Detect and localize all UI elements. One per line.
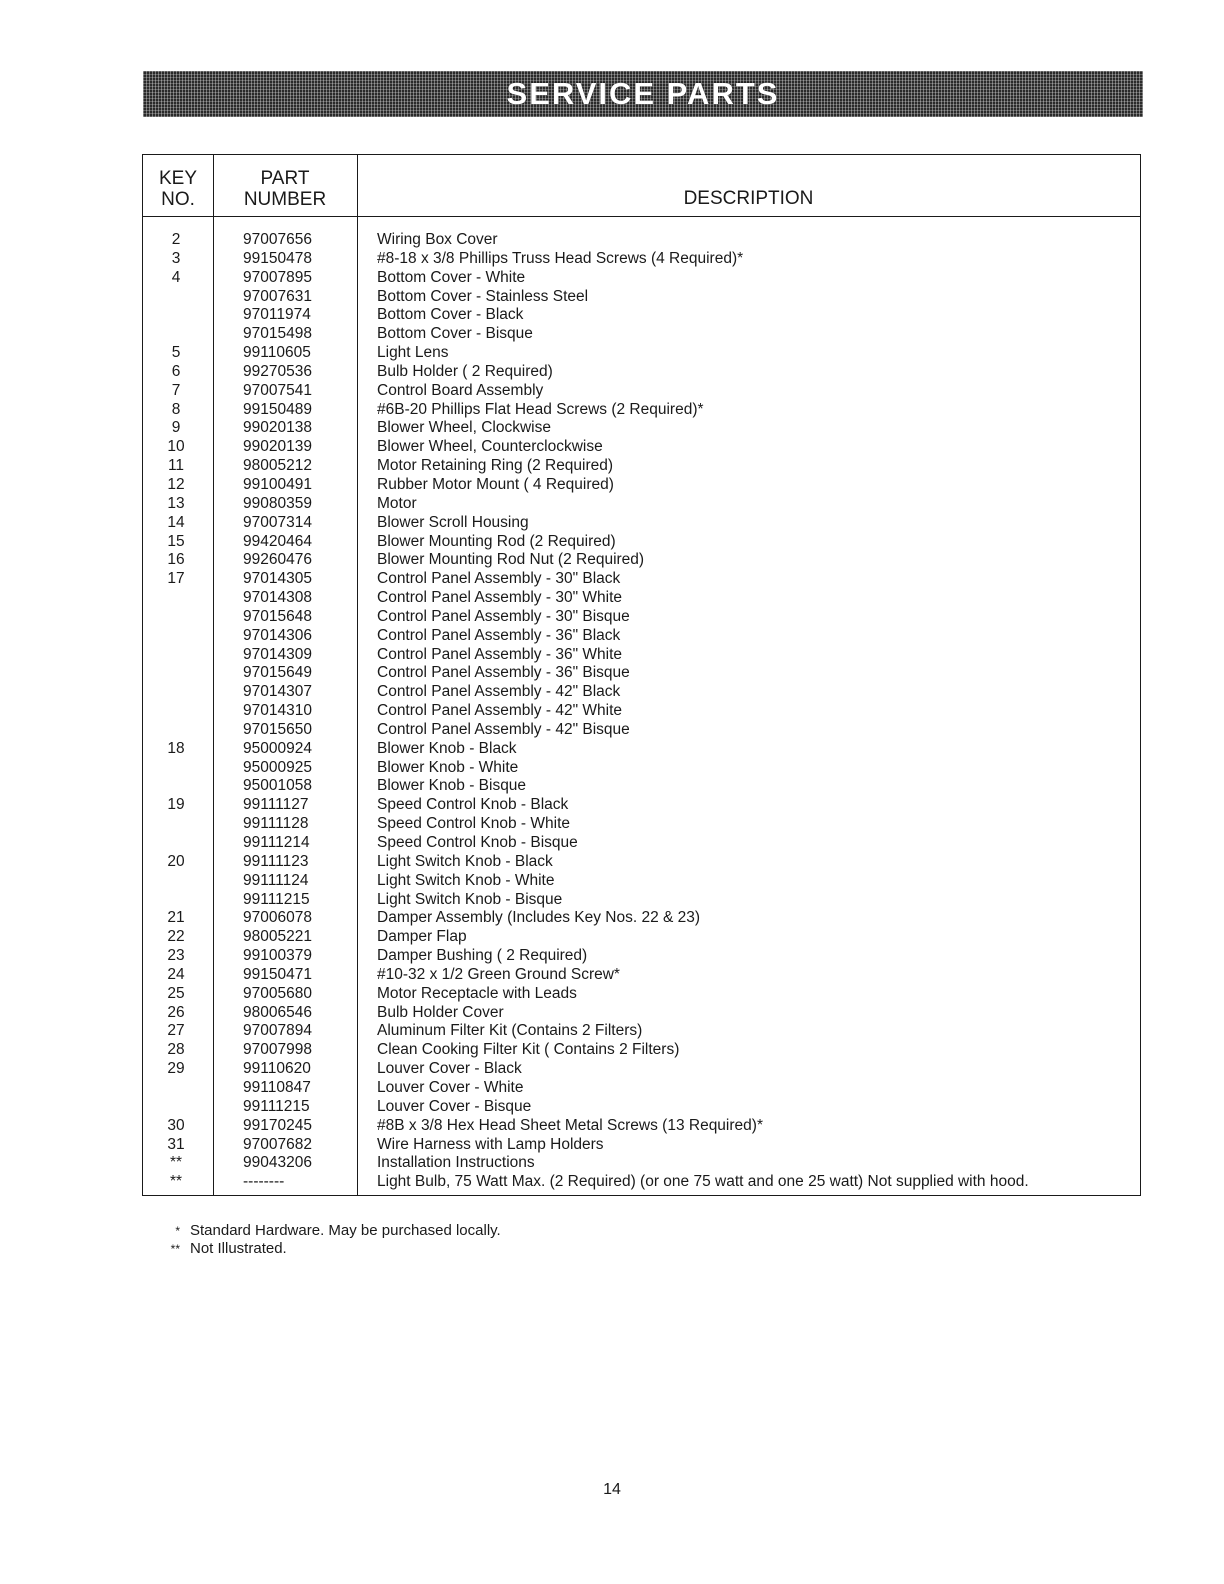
- part-number-cell: 98005221: [243, 928, 312, 946]
- part-number-cell: 99100491: [243, 475, 312, 493]
- description-cell: Control Panel Assembly - 30" Bisque: [377, 607, 630, 625]
- description-cell: Control Panel Assembly - 36" White: [377, 645, 622, 663]
- part-number-cell: 99020138: [243, 419, 312, 437]
- key-no-cell: **: [169, 1154, 183, 1172]
- key-no-cell: 9: [171, 419, 181, 437]
- table-row: [143, 1022, 1140, 1041]
- part-number-cell: 97015648: [243, 607, 312, 625]
- key-no-cell: 11: [167, 457, 185, 475]
- table-row: [143, 344, 1140, 363]
- table-row: [143, 589, 1140, 608]
- description-cell: Control Panel Assembly - 42" Bisque: [377, 720, 630, 738]
- table-row: [143, 401, 1140, 420]
- description-cell: Damper Assembly (Includes Key Nos. 22 & 23): [377, 909, 701, 927]
- description-cell: Control Panel Assembly - 30" White: [377, 589, 622, 607]
- table-row: [143, 815, 1140, 834]
- table-row: [143, 570, 1140, 589]
- table-row: [143, 627, 1140, 646]
- description-cell: #6B-20 Phillips Flat Head Screws (2 Required)*: [377, 400, 704, 418]
- part-number-cell: 99110605: [243, 344, 311, 362]
- part-number-cell: 97006078: [243, 909, 312, 927]
- description-cell: Speed Control Knob - Black: [377, 796, 569, 814]
- key-no-cell: 30: [167, 1116, 185, 1134]
- part-number-cell: 97011974: [243, 306, 311, 324]
- key-no-cell: 28: [167, 1041, 185, 1059]
- key-no-cell: 15: [167, 532, 185, 550]
- header-divider: [143, 216, 1140, 217]
- description-cell: Light Lens: [377, 344, 449, 362]
- description-cell: Control Panel Assembly - 42" White: [377, 702, 622, 720]
- description-cell: Blower Mounting Rod Nut (2 Required): [377, 551, 645, 569]
- part-number-cell: 99150489: [243, 400, 312, 418]
- part-number-cell: 97015649: [243, 664, 312, 682]
- header-part-line1: PART: [260, 168, 310, 189]
- table-row: [143, 683, 1140, 702]
- table-row: [143, 382, 1140, 401]
- part-number-cell: 97007682: [243, 1135, 312, 1153]
- table-row: [143, 909, 1140, 928]
- description-cell: Motor Retaining Ring (2 Required): [377, 457, 614, 475]
- table-row: [143, 551, 1140, 570]
- description-cell: Blower Knob - Bisque: [377, 777, 527, 795]
- service-parts-banner: [143, 71, 1143, 117]
- part-number-cell: 97007631: [243, 287, 312, 305]
- part-number-cell: 99110620: [243, 1060, 311, 1078]
- key-no-cell: 13: [167, 494, 185, 512]
- table-row: [143, 1117, 1140, 1136]
- description-cell: Bottom Cover - Black: [377, 306, 524, 324]
- part-number-cell: 99110847: [243, 1078, 311, 1096]
- table-row: [143, 891, 1140, 910]
- table-row: [143, 1079, 1140, 1098]
- table-row: [143, 947, 1140, 966]
- part-number-cell: 95001058: [243, 777, 312, 795]
- table-row: [143, 1154, 1140, 1173]
- footnote-mark: *: [175, 1224, 180, 1238]
- footnote-text: Standard Hardware. May be purchased locally.: [190, 1222, 501, 1239]
- description-cell: Control Panel Assembly - 30" Black: [377, 570, 621, 588]
- part-number-cell: 99020139: [243, 438, 312, 456]
- key-no-cell: 29: [167, 1060, 185, 1078]
- part-number-cell: 97014307: [243, 683, 312, 701]
- footnote-mark: **: [170, 1242, 180, 1256]
- header-part-number: [213, 168, 357, 210]
- part-number-cell: 95000925: [243, 758, 312, 776]
- table-row: [143, 457, 1140, 476]
- table-row: [143, 476, 1140, 495]
- key-no-cell: 10: [167, 438, 185, 456]
- key-no-cell: 26: [167, 1003, 185, 1021]
- part-number-cell: 99111123: [243, 852, 309, 870]
- description-cell: Blower Wheel, Clockwise: [377, 419, 551, 437]
- key-no-cell: 6: [171, 362, 181, 380]
- part-number-cell: 99111128: [243, 815, 309, 833]
- key-no-cell: 31: [167, 1135, 185, 1153]
- part-number-cell: 99111214: [243, 834, 310, 851]
- key-no-cell: 25: [167, 984, 185, 1002]
- description-cell: Blower Knob - White: [377, 758, 519, 776]
- table-row: [143, 495, 1140, 514]
- description-cell: Blower Wheel, Counterclockwise: [377, 438, 603, 456]
- part-number-cell: 99100379: [243, 947, 312, 965]
- description-cell: Bulb Holder Cover: [377, 1003, 504, 1021]
- description-cell: Installation Instructions: [377, 1154, 535, 1172]
- table-row: [143, 1173, 1140, 1192]
- key-no-cell: 16: [167, 551, 185, 569]
- table-row: [143, 1136, 1140, 1155]
- table-row: [143, 1060, 1140, 1079]
- header-description: DESCRIPTION: [683, 188, 814, 209]
- description-cell: Clean Cooking Filter Kit ( Contains 2 Filters): [377, 1041, 680, 1059]
- key-no-cell: 14: [167, 513, 185, 531]
- part-number-cell: 98005212: [243, 457, 312, 475]
- table-row: [143, 834, 1140, 853]
- table-row: [143, 306, 1140, 325]
- part-number-cell: 99111215: [243, 1097, 310, 1115]
- part-number-cell: 97005680: [243, 984, 312, 1002]
- table-row: [143, 759, 1140, 778]
- description-cell: Blower Scroll Housing: [377, 513, 529, 531]
- description-cell: Bottom Cover - Stainless Steel: [377, 287, 589, 305]
- key-no-cell: 18: [167, 739, 185, 757]
- part-number-cell: 99111215: [243, 890, 310, 908]
- key-no-cell: **: [169, 1173, 183, 1191]
- part-number-cell: 99170245: [243, 1116, 312, 1134]
- key-no-cell: 7: [171, 381, 181, 399]
- table-row: [143, 514, 1140, 533]
- part-number-cell: 97007541: [243, 381, 312, 399]
- description-cell: Damper Bushing ( 2 Required): [377, 947, 588, 965]
- part-number-cell: 97015498: [243, 325, 312, 343]
- description-cell: Light Switch Knob - Black: [377, 852, 553, 870]
- key-no-cell: 8: [171, 400, 181, 418]
- table-row: [143, 853, 1140, 872]
- table-row: [143, 872, 1140, 891]
- description-cell: Speed Control Knob - Bisque: [377, 834, 578, 851]
- part-number-cell: 97007656: [243, 231, 312, 248]
- key-no-cell: 4: [171, 268, 181, 286]
- part-number-cell: 97014305: [243, 570, 312, 588]
- description-cell: Motor: [377, 494, 417, 512]
- header-key-line1: KEY: [158, 168, 198, 189]
- description-cell: Louver Cover - White: [377, 1078, 524, 1096]
- part-number-cell: 99150478: [243, 249, 312, 267]
- description-cell: Control Panel Assembly - 36" Black: [377, 626, 621, 644]
- part-number-cell: 99260476: [243, 551, 312, 569]
- service-parts-table: [142, 154, 1141, 1196]
- table-row: [143, 966, 1140, 985]
- part-number-cell: 99111127: [243, 796, 309, 814]
- key-no-cell: 19: [167, 796, 185, 814]
- description-cell: Bulb Holder ( 2 Required): [377, 362, 553, 380]
- key-no-cell: 23: [167, 947, 185, 965]
- table-row: [143, 721, 1140, 740]
- key-no-cell: 20: [167, 852, 185, 870]
- part-number-cell: 97007895: [243, 268, 312, 286]
- part-number-cell: 99080359: [243, 494, 312, 512]
- part-number-cell: 97007998: [243, 1041, 312, 1059]
- description-cell: Louver Cover - Bisque: [377, 1097, 532, 1115]
- description-cell: #8-18 x 3/8 Phillips Truss Head Screws (4 Required)*: [377, 249, 744, 267]
- table-row: [143, 740, 1140, 759]
- key-no-cell: 2: [171, 231, 181, 248]
- header-key-no: [143, 168, 213, 210]
- description-cell: Light Switch Knob - Bisque: [377, 890, 563, 908]
- description-cell: Light Bulb, 75 Watt Max. (2 Required) (or one 75 watt and one 25 watt) Not supplied with hood.: [377, 1173, 1029, 1191]
- description-cell: #10-32 x 1/2 Green Ground Screw*: [377, 965, 620, 983]
- description-cell: Rubber Motor Mount ( 4 Required): [377, 475, 614, 493]
- description-cell: Blower Knob - Black: [377, 739, 517, 757]
- table-row: [143, 250, 1140, 269]
- description-cell: #8B x 3/8 Hex Head Sheet Metal Screws (13 Required)*: [377, 1116, 763, 1134]
- part-number-cell: 99270536: [243, 362, 312, 380]
- table-row: [143, 325, 1140, 344]
- key-no-cell: 5: [171, 344, 181, 362]
- key-no-cell: 17: [167, 570, 185, 588]
- key-no-cell: 21: [167, 909, 185, 927]
- part-number-cell: 99043206: [243, 1154, 312, 1172]
- part-number-cell: 97007314: [243, 513, 312, 531]
- table-row: [143, 608, 1140, 627]
- description-cell: Control Board Assembly: [377, 381, 544, 399]
- table-row: [143, 796, 1140, 815]
- table-row: [143, 288, 1140, 307]
- description-cell: Wire Harness with Lamp Holders: [377, 1135, 604, 1153]
- key-no-cell: 12: [167, 475, 185, 493]
- key-no-cell: 22: [167, 928, 185, 946]
- part-number-cell: 97007894: [243, 1022, 312, 1040]
- footnote-text: Not Illustrated.: [190, 1240, 287, 1257]
- table-row: [143, 438, 1140, 457]
- table-row: [143, 702, 1140, 721]
- table-row: [143, 1004, 1140, 1023]
- page-title: SERVICE PARTS: [506, 76, 780, 111]
- table-row: [143, 269, 1140, 288]
- description-cell: Blower Mounting Rod (2 Required): [377, 532, 616, 550]
- table-row: [143, 231, 1140, 250]
- description-cell: Louver Cover - Black: [377, 1060, 522, 1078]
- part-number-cell: 99420464: [243, 532, 312, 550]
- description-cell: Bottom Cover - White: [377, 268, 526, 286]
- description-cell: Light Switch Knob - White: [377, 871, 555, 889]
- description-cell: Aluminum Filter Kit (Contains 2 Filters): [377, 1022, 643, 1040]
- description-cell: Wiring Box Cover: [377, 231, 498, 248]
- part-number-cell: 99150471: [243, 965, 312, 983]
- description-cell: Control Panel Assembly - 42" Black: [377, 683, 621, 701]
- table-row: [143, 1098, 1140, 1117]
- part-number-cell: 97015650: [243, 720, 312, 738]
- part-number-cell: 98006546: [243, 1003, 312, 1021]
- part-number-cell: 97014310: [243, 702, 312, 720]
- key-no-cell: 24: [167, 965, 185, 983]
- table-row: [143, 363, 1140, 382]
- table-row: [143, 1041, 1140, 1060]
- table-row: [143, 419, 1140, 438]
- table-body: [143, 231, 1140, 1192]
- table-row: [143, 533, 1140, 552]
- page-number: 14: [603, 1481, 621, 1498]
- part-number-cell: 97014309: [243, 645, 312, 663]
- description-cell: Motor Receptacle with Leads: [377, 984, 577, 1002]
- part-number-cell: 95000924: [243, 739, 312, 757]
- description-cell: Speed Control Knob - White: [377, 815, 570, 833]
- table-row: [143, 985, 1140, 1004]
- table-row: [143, 664, 1140, 683]
- description-cell: Bottom Cover - Bisque: [377, 325, 533, 343]
- part-number-cell: --------: [243, 1173, 285, 1191]
- description-cell: Control Panel Assembly - 36" Bisque: [377, 664, 630, 682]
- key-no-cell: 3: [171, 249, 181, 267]
- header-part-line2: NUMBER: [243, 189, 327, 210]
- description-cell: Damper Flap: [377, 928, 467, 946]
- part-number-cell: 97014306: [243, 626, 312, 644]
- key-no-cell: 27: [167, 1022, 185, 1040]
- part-number-cell: 99111124: [243, 871, 309, 889]
- header-key-line2: NO.: [161, 189, 195, 210]
- part-number-cell: 97014308: [243, 589, 312, 607]
- table-row: [143, 777, 1140, 796]
- table-row: [143, 646, 1140, 665]
- table-row: [143, 928, 1140, 947]
